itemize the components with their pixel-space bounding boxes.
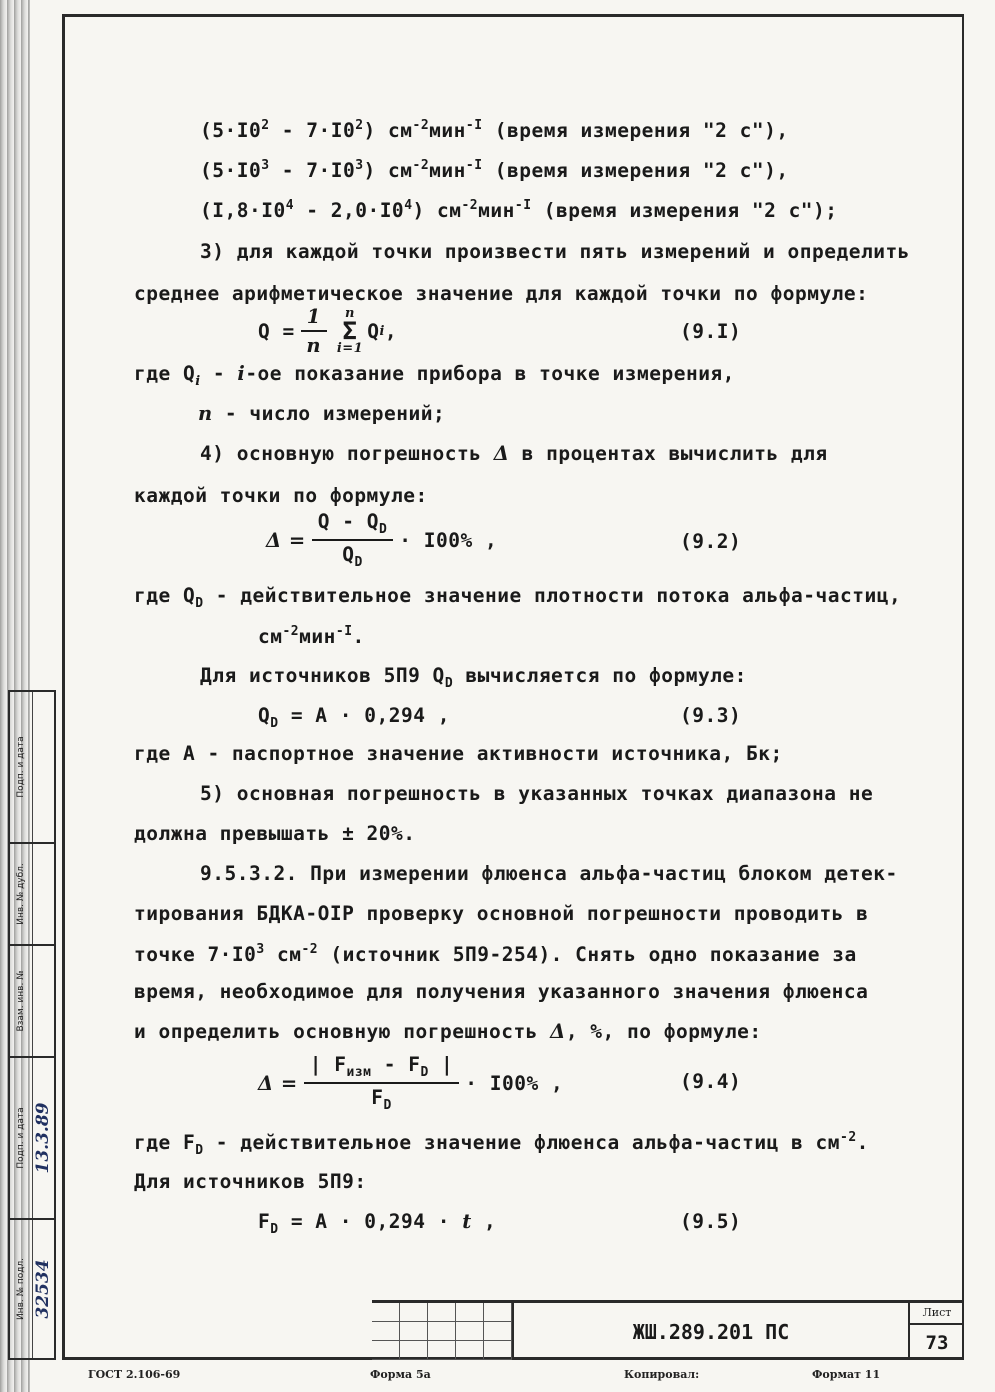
formula-9-5: $F_D = A \cdot 0,294 \cdot t$ ,: [258, 1210, 497, 1237]
footer-gost: ГОСТ 2.106-69: [88, 1368, 181, 1381]
footer-format: Формат 11: [812, 1368, 881, 1381]
formula-label-9-5: (9.5): [680, 1210, 742, 1233]
handwritten-inv-number: 32534: [33, 1259, 54, 1319]
para-9-5-3-2-line4: время, необходимое для получения указанного значения флюенса: [134, 980, 869, 1003]
formula-9-2: Δ = $\frac{Q - Q_D}{Q_D}$ · I00% ,: [266, 510, 498, 570]
handwritten-date: 13.3.89: [33, 1102, 54, 1174]
title-block-grid: [372, 1303, 514, 1360]
sheet-number: 73: [925, 1331, 949, 1354]
step3-line1: 3) для каждой точки произвести пять измерений и определить: [200, 240, 910, 263]
source-line-1: Для источников 5П9 $Q_D$ вычисляется по формуле:: [200, 664, 747, 691]
where-line-3-units: $см^{-2}мин^{-I}$.: [258, 624, 365, 648]
where-line-4: где A - паспортное значение активности источника, Бк;: [134, 742, 783, 765]
side-label: Инв. № дубл.: [15, 863, 26, 925]
para-9-5-3-2-line5: и определить основную погрешность Δ, %, по формуле:: [134, 1020, 762, 1043]
footer-copied: Копировал:: [624, 1368, 700, 1381]
step4-line2: каждой точки по формуле:: [134, 484, 428, 507]
range-line-2: $(5\cdot I0^3 - 7\cdot I0^3)$ $см^{-2}мин^{-I}$ (время измерения "2 с"),: [200, 158, 789, 182]
step4-line1: 4) основную погрешность Δ в процентах вычислить для: [200, 442, 828, 465]
where-line-5: где $F_D$ - действительное значение флюенса альфа-частиц в $см^{-2}$.: [134, 1130, 869, 1158]
step5-line1: 5) основная погрешность в указанных точках диапазона не: [200, 782, 874, 805]
where-line-2: n - число измерений;: [198, 402, 446, 425]
para-9-5-3-2-line3: точке $7\cdot I0^3$ $см^{-2}$ (источник 5П9-254). Снять одно показание за: [134, 942, 857, 966]
formula-9-4: Δ = $\frac{| F_{изм} - F_D |}{F_D}$ · I00% ,: [258, 1053, 564, 1113]
step5-line2: должна превышать ± 20%.: [134, 822, 416, 845]
sheet-label: Лист: [910, 1303, 964, 1325]
formula-9-1: Q = $\frac{1}{n}$ n Σ i=1 Q i ,: [258, 305, 398, 357]
formula-label-9-1: (9.I): [680, 320, 742, 343]
document-number: ЖШ.289.201 ПС: [514, 1303, 910, 1360]
title-block: [372, 1300, 964, 1360]
side-label: Подп. и дата: [15, 1107, 26, 1169]
where-line-3: где $Q_D$ - действительное значение плотности потока альфа-частиц,: [134, 584, 902, 611]
side-label: Взам. инв. №: [15, 970, 26, 1032]
range-line-3: $(I,8\cdot I0^4 - 2,0\cdot I0^4)$ $см^{-2}мин^{-I}$ (время измерения "2 с");: [200, 198, 838, 222]
sheet-box: [910, 1303, 964, 1360]
range-line-1: $(5\cdot I0^2 - 7\cdot I0^2)$ $см^{-2}мин^{-I}$ (время измерения "2 с"),: [200, 118, 789, 142]
para-9-5-3-2-line1: 9.5.3.2. При измерении флюенса альфа-частиц блоком детек-: [200, 862, 898, 885]
side-label: Инв. № подл.: [15, 1257, 26, 1321]
where-line-1: где $Q_i - i-ое$ показание прибора в точке измерения,: [134, 362, 735, 389]
formula-label-9-3: (9.3): [680, 704, 742, 727]
formula-9-3: $Q_D = A \cdot 0,294$ ,: [258, 704, 450, 731]
step3-line2: среднее арифметическое значение для каждой точки по формуле:: [134, 282, 869, 305]
footer-form: Форма 5а: [370, 1368, 431, 1381]
para-9-5-3-2-line2: тирования БДКА-OIP проверку основной погрешности проводить в: [134, 902, 869, 925]
source-line-2: Для источников 5П9:: [134, 1170, 367, 1193]
formula-label-9-4: (9.4): [680, 1070, 742, 1093]
side-label: Подп. и дата: [15, 736, 26, 798]
formula-label-9-2: (9.2): [680, 530, 742, 553]
